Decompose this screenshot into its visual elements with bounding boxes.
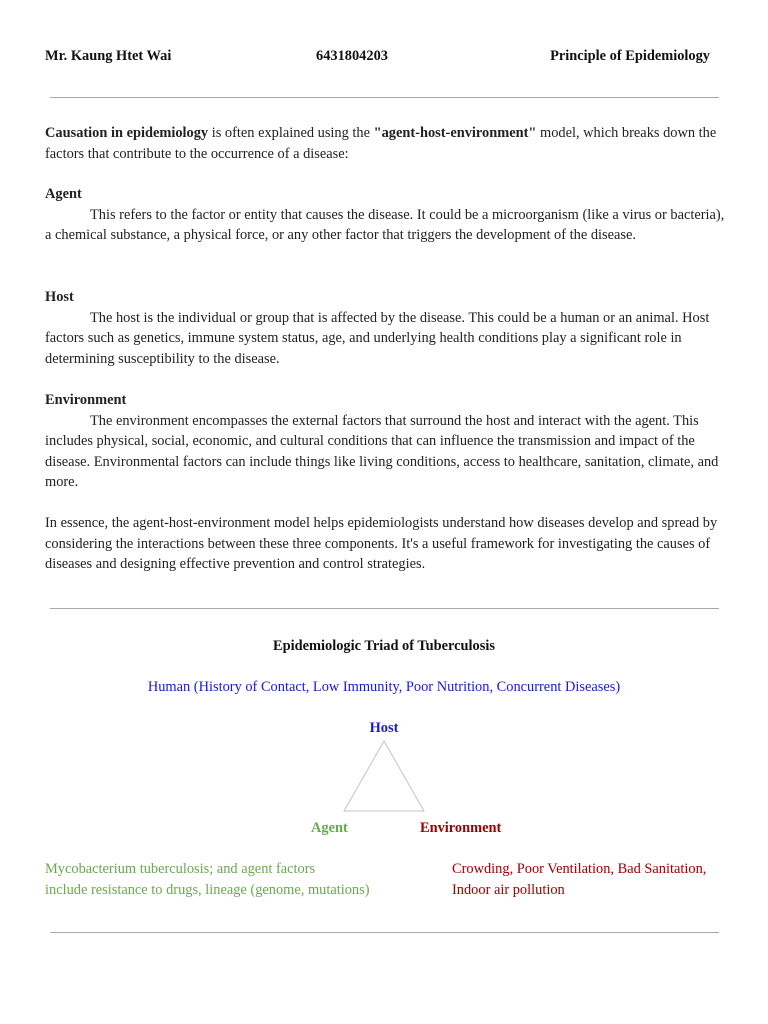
agent-label: Agent: [311, 820, 348, 836]
triad-title: Epidemiologic Triad of Tuberculosis: [273, 638, 495, 654]
student-id: 6431804203: [316, 48, 388, 64]
agent-description-line-2: include resistance to drugs, lineage (genome, mutations): [45, 881, 370, 898]
agent-description-line-1: Mycobacterium tuberculosis; and agent factors: [45, 861, 316, 877]
author-name: Mr. Kaung Htet Wai: [45, 48, 172, 64]
environment-description-line-1: Crowding, Poor Ventilation, Bad Sanitation,: [452, 861, 707, 877]
intro-bold-model: "agent-host-environment": [373, 125, 537, 141]
section-heading-agent: Agent: [45, 186, 82, 202]
divider-bottom: [50, 932, 719, 933]
section-host: [45, 287, 725, 369]
conclusion-paragraph: [45, 513, 725, 575]
divider-middle: [50, 608, 719, 609]
section-heading-environment: Environment: [45, 392, 127, 408]
triad-triangle: [344, 741, 424, 811]
section-agent: [45, 184, 725, 246]
environment-description-line-2: Indoor air pollution: [452, 881, 565, 898]
conclusion-text: In essence, the agent-host-environment model helps epidemiologists understand how diseases develop and spread by considering the interactions between these three components. It's a useful framework for investigating the causes of diseases and designing effective prevention and control strategies.: [45, 515, 718, 573]
intro-bold-lead: Causation in epidemiology: [45, 125, 209, 141]
section-environment: [45, 390, 725, 493]
document-header: [45, 46, 710, 68]
section-text-agent: This refers to the factor or entity that causes the disease. It could be a microorganism (like a virus or bacteria), a chemical substance, a physical force, or any other factor that triggers the development of the disease.: [45, 206, 725, 244]
section-text-environment: The environment encompasses the external factors that surround the host and interact with the agent. This includes physical, social, economic, and cultural conditions that can influence the transmission and impact of the disease. Environmental factors can include things like living conditions, access to healthcare, sanitation, climate, and more.: [45, 412, 719, 491]
intro-text-1: is often explained using the: [208, 125, 374, 141]
environment-label: Environment: [420, 820, 502, 836]
intro-text-2: model, which breaks down the factors that contribute to the occurrence of a disease:: [45, 125, 717, 162]
triangle-diagram: [340, 738, 430, 816]
intro-paragraph: [45, 123, 725, 164]
agent-description: [45, 859, 370, 900]
section-heading-host: Host: [45, 289, 74, 305]
environment-description: [452, 859, 706, 900]
divider-top: [50, 97, 719, 98]
host-label: Host: [369, 720, 399, 736]
host-description: Human (History of Contact, Low Immunity, Poor Nutrition, Concurrent Diseases): [147, 679, 621, 695]
course-title: Principle of Epidemiology: [550, 48, 710, 64]
section-text-host: The host is the individual or group that is affected by the disease. This could be a human or an animal. Host factors such as genetics, immune system status, age, and underlying health conditions play a significant role in determining susceptibility to the disease.: [45, 309, 710, 367]
